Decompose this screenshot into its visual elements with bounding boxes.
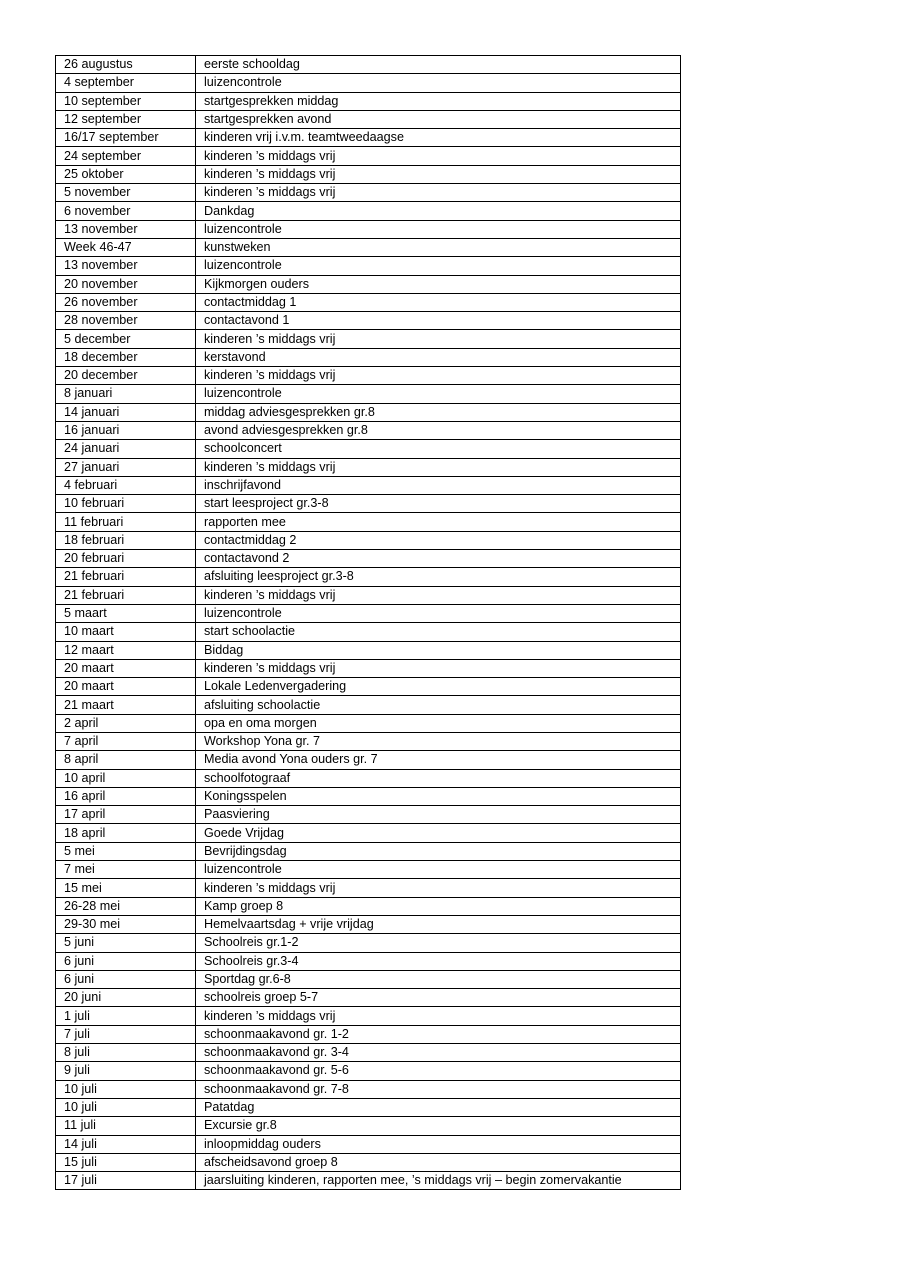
date-cell: 6 november — [56, 202, 196, 220]
date-cell: 11 februari — [56, 513, 196, 531]
event-cell: startgesprekken middag — [196, 92, 681, 110]
date-cell: 7 april — [56, 732, 196, 750]
event-cell: Sportdag gr.6-8 — [196, 970, 681, 988]
event-cell: contactmiddag 2 — [196, 531, 681, 549]
event-cell: start schoolactie — [196, 623, 681, 641]
table-row — [56, 989, 681, 1007]
event-cell: kinderen ’s middags vrij — [196, 165, 681, 183]
event-cell: schoonmaakavond gr. 3-4 — [196, 1044, 681, 1062]
table-row — [56, 696, 681, 714]
event-cell: Bevrijdingsdag — [196, 842, 681, 860]
table-row — [56, 440, 681, 458]
event-cell: schoolfotograaf — [196, 769, 681, 787]
date-cell: 28 november — [56, 312, 196, 330]
table-row — [56, 952, 681, 970]
table-row — [56, 1172, 681, 1190]
event-cell: kinderen ’s middags vrij — [196, 458, 681, 476]
event-cell: luizencontrole — [196, 604, 681, 622]
event-cell: startgesprekken avond — [196, 110, 681, 128]
date-cell: 13 november — [56, 220, 196, 238]
event-cell: kinderen vrij i.v.m. teamtweedaagse — [196, 129, 681, 147]
event-cell: kinderen ’s middags vrij — [196, 367, 681, 385]
date-cell: 5 december — [56, 330, 196, 348]
date-cell: 10 april — [56, 769, 196, 787]
date-cell: 1 juli — [56, 1007, 196, 1025]
table-row — [56, 970, 681, 988]
table-row — [56, 915, 681, 933]
school-calendar-table — [55, 55, 681, 1190]
table-row — [56, 56, 681, 74]
event-cell: kinderen ’s middags vrij — [196, 659, 681, 677]
event-cell: kunstweken — [196, 238, 681, 256]
table-row — [56, 842, 681, 860]
date-cell: 16 april — [56, 787, 196, 805]
event-cell: schoolconcert — [196, 440, 681, 458]
date-cell: 20 maart — [56, 659, 196, 677]
event-cell: kinderen ’s middags vrij — [196, 586, 681, 604]
table-row — [56, 623, 681, 641]
table-row — [56, 934, 681, 952]
table-row — [56, 806, 681, 824]
event-cell: kinderen ’s middags vrij — [196, 184, 681, 202]
date-cell: 24 januari — [56, 440, 196, 458]
date-cell: 20 december — [56, 367, 196, 385]
date-cell: 10 juli — [56, 1098, 196, 1116]
date-cell: 16/17 september — [56, 129, 196, 147]
event-cell: afsluiting leesproject gr.3-8 — [196, 568, 681, 586]
date-cell: 21 maart — [56, 696, 196, 714]
event-cell: luizencontrole — [196, 385, 681, 403]
event-cell: schoolreis groep 5-7 — [196, 989, 681, 1007]
date-cell: 10 maart — [56, 623, 196, 641]
event-cell: Lokale Ledenvergadering — [196, 678, 681, 696]
table-row — [56, 678, 681, 696]
event-cell: contactavond 1 — [196, 312, 681, 330]
table-row — [56, 1098, 681, 1116]
date-cell: 7 juli — [56, 1025, 196, 1043]
event-cell: Hemelvaartsdag + vrije vrijdag — [196, 915, 681, 933]
date-cell: 13 november — [56, 257, 196, 275]
event-cell: Kamp groep 8 — [196, 897, 681, 915]
date-cell: 10 september — [56, 92, 196, 110]
table-row — [56, 550, 681, 568]
date-cell: 14 juli — [56, 1135, 196, 1153]
date-cell: 21 februari — [56, 586, 196, 604]
table-row — [56, 861, 681, 879]
table-row — [56, 220, 681, 238]
event-cell: inschrijfavond — [196, 476, 681, 494]
event-cell: Schoolreis gr.1-2 — [196, 934, 681, 952]
table-row — [56, 897, 681, 915]
event-cell: inloopmiddag ouders — [196, 1135, 681, 1153]
event-cell: afsluiting schoolactie — [196, 696, 681, 714]
event-cell: jaarsluiting kinderen, rapporten mee, ’s middags vrij – begin zomervakantie — [196, 1172, 681, 1190]
event-cell: Goede Vrijdag — [196, 824, 681, 842]
event-cell: luizencontrole — [196, 257, 681, 275]
date-cell: 6 juni — [56, 970, 196, 988]
date-cell: 8 januari — [56, 385, 196, 403]
event-cell: kinderen ’s middags vrij — [196, 1007, 681, 1025]
date-cell: 5 juni — [56, 934, 196, 952]
table-row — [56, 165, 681, 183]
table-row — [56, 92, 681, 110]
date-cell: 20 februari — [56, 550, 196, 568]
date-cell: 8 april — [56, 751, 196, 769]
date-cell: 25 oktober — [56, 165, 196, 183]
table-row — [56, 1025, 681, 1043]
table-row — [56, 367, 681, 385]
event-cell: kinderen ’s middags vrij — [196, 879, 681, 897]
date-cell: 17 april — [56, 806, 196, 824]
table-row — [56, 495, 681, 513]
event-cell: kinderen ’s middags vrij — [196, 147, 681, 165]
table-row — [56, 385, 681, 403]
table-row — [56, 330, 681, 348]
date-cell: 10 juli — [56, 1080, 196, 1098]
table-row — [56, 1117, 681, 1135]
date-cell: 17 juli — [56, 1172, 196, 1190]
table-row — [56, 403, 681, 421]
date-cell: 29-30 mei — [56, 915, 196, 933]
table-row — [56, 1062, 681, 1080]
table-row — [56, 184, 681, 202]
calendar-table-body — [56, 56, 681, 1190]
date-cell: Week 46-47 — [56, 238, 196, 256]
table-row — [56, 1153, 681, 1171]
event-cell: schoonmaakavond gr. 5-6 — [196, 1062, 681, 1080]
table-row — [56, 421, 681, 439]
table-row — [56, 787, 681, 805]
event-cell: Workshop Yona gr. 7 — [196, 732, 681, 750]
table-row — [56, 586, 681, 604]
table-row — [56, 348, 681, 366]
date-cell: 12 maart — [56, 641, 196, 659]
date-cell: 4 februari — [56, 476, 196, 494]
table-row — [56, 1135, 681, 1153]
date-cell: 6 juni — [56, 952, 196, 970]
table-row — [56, 257, 681, 275]
event-cell: luizencontrole — [196, 74, 681, 92]
table-row — [56, 824, 681, 842]
table-row — [56, 1007, 681, 1025]
date-cell: 10 februari — [56, 495, 196, 513]
event-cell: schoonmaakavond gr. 7-8 — [196, 1080, 681, 1098]
date-cell: 26 november — [56, 293, 196, 311]
table-row — [56, 312, 681, 330]
date-cell: 14 januari — [56, 403, 196, 421]
event-cell: middag adviesgesprekken gr.8 — [196, 403, 681, 421]
table-row — [56, 129, 681, 147]
table-row — [56, 110, 681, 128]
date-cell: 4 september — [56, 74, 196, 92]
table-row — [56, 1044, 681, 1062]
event-cell: afscheidsavond groep 8 — [196, 1153, 681, 1171]
table-row — [56, 238, 681, 256]
date-cell: 27 januari — [56, 458, 196, 476]
table-row — [56, 513, 681, 531]
date-cell: 5 mei — [56, 842, 196, 860]
date-cell: 5 november — [56, 184, 196, 202]
event-cell: Kijkmorgen ouders — [196, 275, 681, 293]
event-cell: Koningsspelen — [196, 787, 681, 805]
date-cell: 2 april — [56, 714, 196, 732]
event-cell: Media avond Yona ouders gr. 7 — [196, 751, 681, 769]
event-cell: avond adviesgesprekken gr.8 — [196, 421, 681, 439]
event-cell: start leesproject gr.3-8 — [196, 495, 681, 513]
event-cell: Paasviering — [196, 806, 681, 824]
event-cell: contactmiddag 1 — [196, 293, 681, 311]
event-cell: kerstavond — [196, 348, 681, 366]
date-cell: 15 mei — [56, 879, 196, 897]
table-row — [56, 1080, 681, 1098]
date-cell: 18 april — [56, 824, 196, 842]
event-cell: Biddag — [196, 641, 681, 659]
date-cell: 20 juni — [56, 989, 196, 1007]
date-cell: 24 september — [56, 147, 196, 165]
date-cell: 15 juli — [56, 1153, 196, 1171]
table-row — [56, 641, 681, 659]
table-row — [56, 714, 681, 732]
date-cell: 16 januari — [56, 421, 196, 439]
event-cell: opa en oma morgen — [196, 714, 681, 732]
date-cell: 26 augustus — [56, 56, 196, 74]
date-cell: 18 februari — [56, 531, 196, 549]
event-cell: schoonmaakavond gr. 1-2 — [196, 1025, 681, 1043]
event-cell: contactavond 2 — [196, 550, 681, 568]
event-cell: eerste schooldag — [196, 56, 681, 74]
table-row — [56, 476, 681, 494]
table-row — [56, 74, 681, 92]
table-row — [56, 659, 681, 677]
date-cell: 20 november — [56, 275, 196, 293]
date-cell: 5 maart — [56, 604, 196, 622]
event-cell: Schoolreis gr.3-4 — [196, 952, 681, 970]
event-cell: luizencontrole — [196, 220, 681, 238]
event-cell: luizencontrole — [196, 861, 681, 879]
event-cell: kinderen ’s middags vrij — [196, 330, 681, 348]
table-row — [56, 568, 681, 586]
table-row — [56, 751, 681, 769]
table-row — [56, 147, 681, 165]
date-cell: 12 september — [56, 110, 196, 128]
date-cell: 20 maart — [56, 678, 196, 696]
table-row — [56, 732, 681, 750]
event-cell: Excursie gr.8 — [196, 1117, 681, 1135]
table-row — [56, 769, 681, 787]
date-cell: 9 juli — [56, 1062, 196, 1080]
date-cell: 7 mei — [56, 861, 196, 879]
table-row — [56, 531, 681, 549]
table-row — [56, 879, 681, 897]
event-cell: Dankdag — [196, 202, 681, 220]
date-cell: 8 juli — [56, 1044, 196, 1062]
date-cell: 26-28 mei — [56, 897, 196, 915]
table-row — [56, 458, 681, 476]
table-row — [56, 202, 681, 220]
event-cell: Patatdag — [196, 1098, 681, 1116]
table-row — [56, 604, 681, 622]
date-cell: 21 februari — [56, 568, 196, 586]
table-row — [56, 293, 681, 311]
date-cell: 18 december — [56, 348, 196, 366]
date-cell: 11 juli — [56, 1117, 196, 1135]
event-cell: rapporten mee — [196, 513, 681, 531]
table-row — [56, 275, 681, 293]
